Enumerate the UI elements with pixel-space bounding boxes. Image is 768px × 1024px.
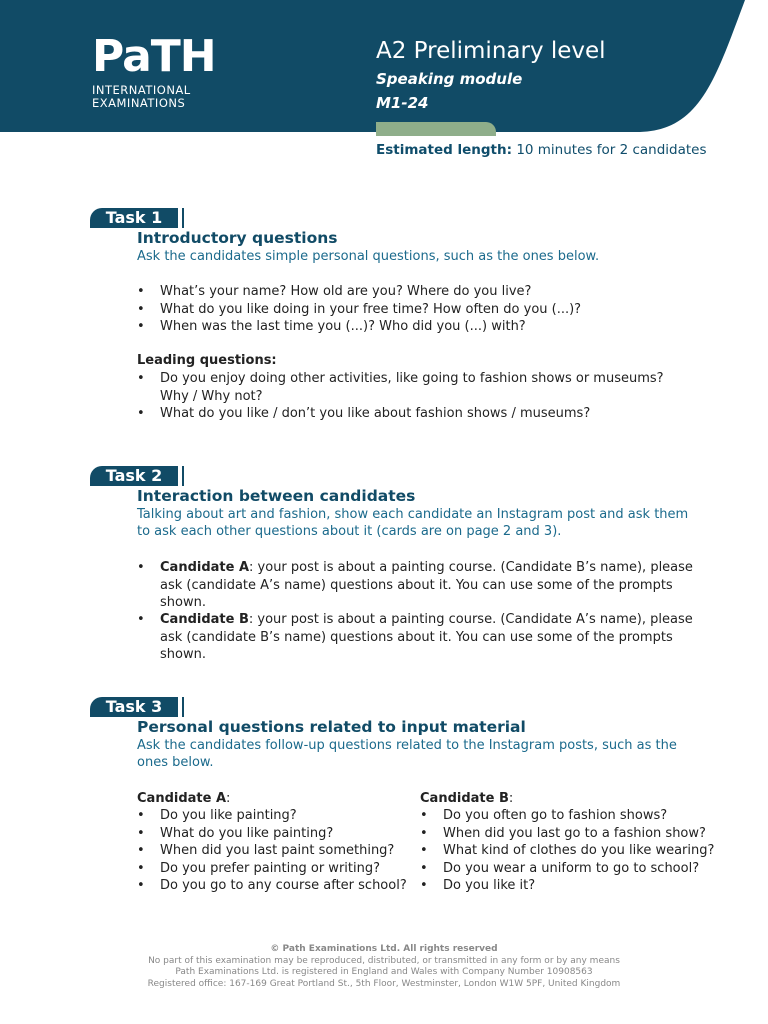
list-item: • What do you like painting?: [137, 825, 412, 843]
list-item: • Do you like it?: [420, 877, 740, 895]
task3-candidate-b-questions: [420, 807, 740, 895]
task1-questions: [137, 283, 697, 336]
module-code: M1-24: [376, 94, 429, 112]
logo-subtitle-2: EXAMINATIONS: [92, 96, 186, 110]
candidate-a-text: : your post is about a painting course. (Candidate B’s name), please ask (candidate A’s name) questions about it. You can use some of the prompts shown.: [160, 560, 693, 610]
module-title: Speaking module: [376, 70, 523, 88]
task3-tab: Task 3: [90, 697, 178, 717]
list-item: • When did you last go to a fashion show?: [420, 825, 740, 843]
candidate-b-label: Candidate B: [160, 612, 249, 627]
estimated-label: Estimated length:: [376, 142, 513, 158]
task1-tab: Task 1: [90, 208, 178, 228]
task3-candidate-b-label: Candidate B:: [420, 791, 514, 806]
task2-bar: [182, 466, 184, 486]
logo-subtitle-1: INTERNATIONAL: [92, 83, 191, 97]
footer-registration: Path Examinations Ltd. is registered in England and Wales with Company Number 10908563: [175, 967, 593, 977]
task1-heading: Introductory questions: [137, 229, 338, 247]
list-item: • What do you like / don’t you like about fashion shows / museums?: [137, 405, 677, 423]
level-title: A2 Preliminary level: [376, 38, 606, 64]
task2-heading: Interaction between candidates: [137, 487, 416, 505]
footer-address: Registered office: 167-169 Great Portland St., 5th Floor, Westminster, London W1W 5PF, United Kingdom: [147, 978, 621, 989]
candidate-a-label: Candidate A: [137, 791, 227, 806]
task2-intro: Talking about art and fashion, show each candidate an Instagram post and ask them to ask each other questions about it (cards are on page 2 and 3).: [137, 507, 689, 539]
list-item: • Do you enjoy doing other activities, like going to fashion shows or museums? Why / Why not?: [137, 370, 677, 405]
list-item: [137, 559, 697, 612]
list-item: [137, 611, 697, 664]
list-item: • Do you prefer painting or writing?: [137, 860, 412, 878]
leading-questions-label: Leading questions:: [137, 353, 277, 368]
task3-bar: [182, 697, 184, 717]
green-accent-tab: [376, 122, 496, 136]
task1-bar: [182, 208, 184, 228]
task3-intro: Ask the candidates follow-up questions related to the Instagram posts, such as the ones below.: [137, 738, 677, 770]
list-item: • Do you go to any course after school?: [137, 877, 412, 895]
candidate-b-text: : your post is about a painting course. (Candidate A’s name), please ask (candidate B’s name) questions about it. You can use some of the prompts shown.: [160, 612, 693, 662]
list-item: • What’s your name? How old are you? Where do you live?: [137, 283, 697, 301]
list-item: • When was the last time you (...)? Who did you (...) with?: [137, 318, 697, 336]
task3-candidate-a-questions: [137, 807, 412, 895]
list-item: • What do you like doing in your free time? How often do you (...)?: [137, 301, 697, 319]
logo-wordmark: PaTH: [92, 31, 216, 82]
list-item: • When did you last paint something?: [137, 842, 412, 860]
list-item: • Do you like painting?: [137, 807, 412, 825]
task2-candidate-b: [137, 611, 697, 664]
footer-copyright: © Path Examinations Ltd. All rights reserved: [270, 944, 498, 954]
list-item: • Do you wear a uniform to go to school?: [420, 860, 740, 878]
candidate-b-label: Candidate B: [420, 791, 509, 806]
footer: [0, 944, 768, 990]
footer-notice: No part of this examination may be reproduced, distributed, or transmitted in any form or by any means: [148, 955, 620, 966]
path-logo: [92, 31, 216, 110]
estimated-value: 10 minutes for 2 candidates: [516, 142, 707, 158]
task2-candidate-a: [137, 559, 697, 612]
task3-candidate-a-label: Candidate A:: [137, 791, 231, 806]
task1-leading-questions: [137, 370, 677, 423]
list-item: • Do you often go to fashion shows?: [420, 807, 740, 825]
estimated-length: [376, 142, 707, 158]
list-item: • What kind of clothes do you like wearing?: [420, 842, 740, 860]
task3-heading: Personal questions related to input material: [137, 718, 526, 736]
task2-tab: Task 2: [90, 466, 178, 486]
candidate-a-label: Candidate A: [160, 560, 250, 575]
task1-intro: Ask the candidates simple personal questions, such as the ones below.: [137, 249, 600, 264]
